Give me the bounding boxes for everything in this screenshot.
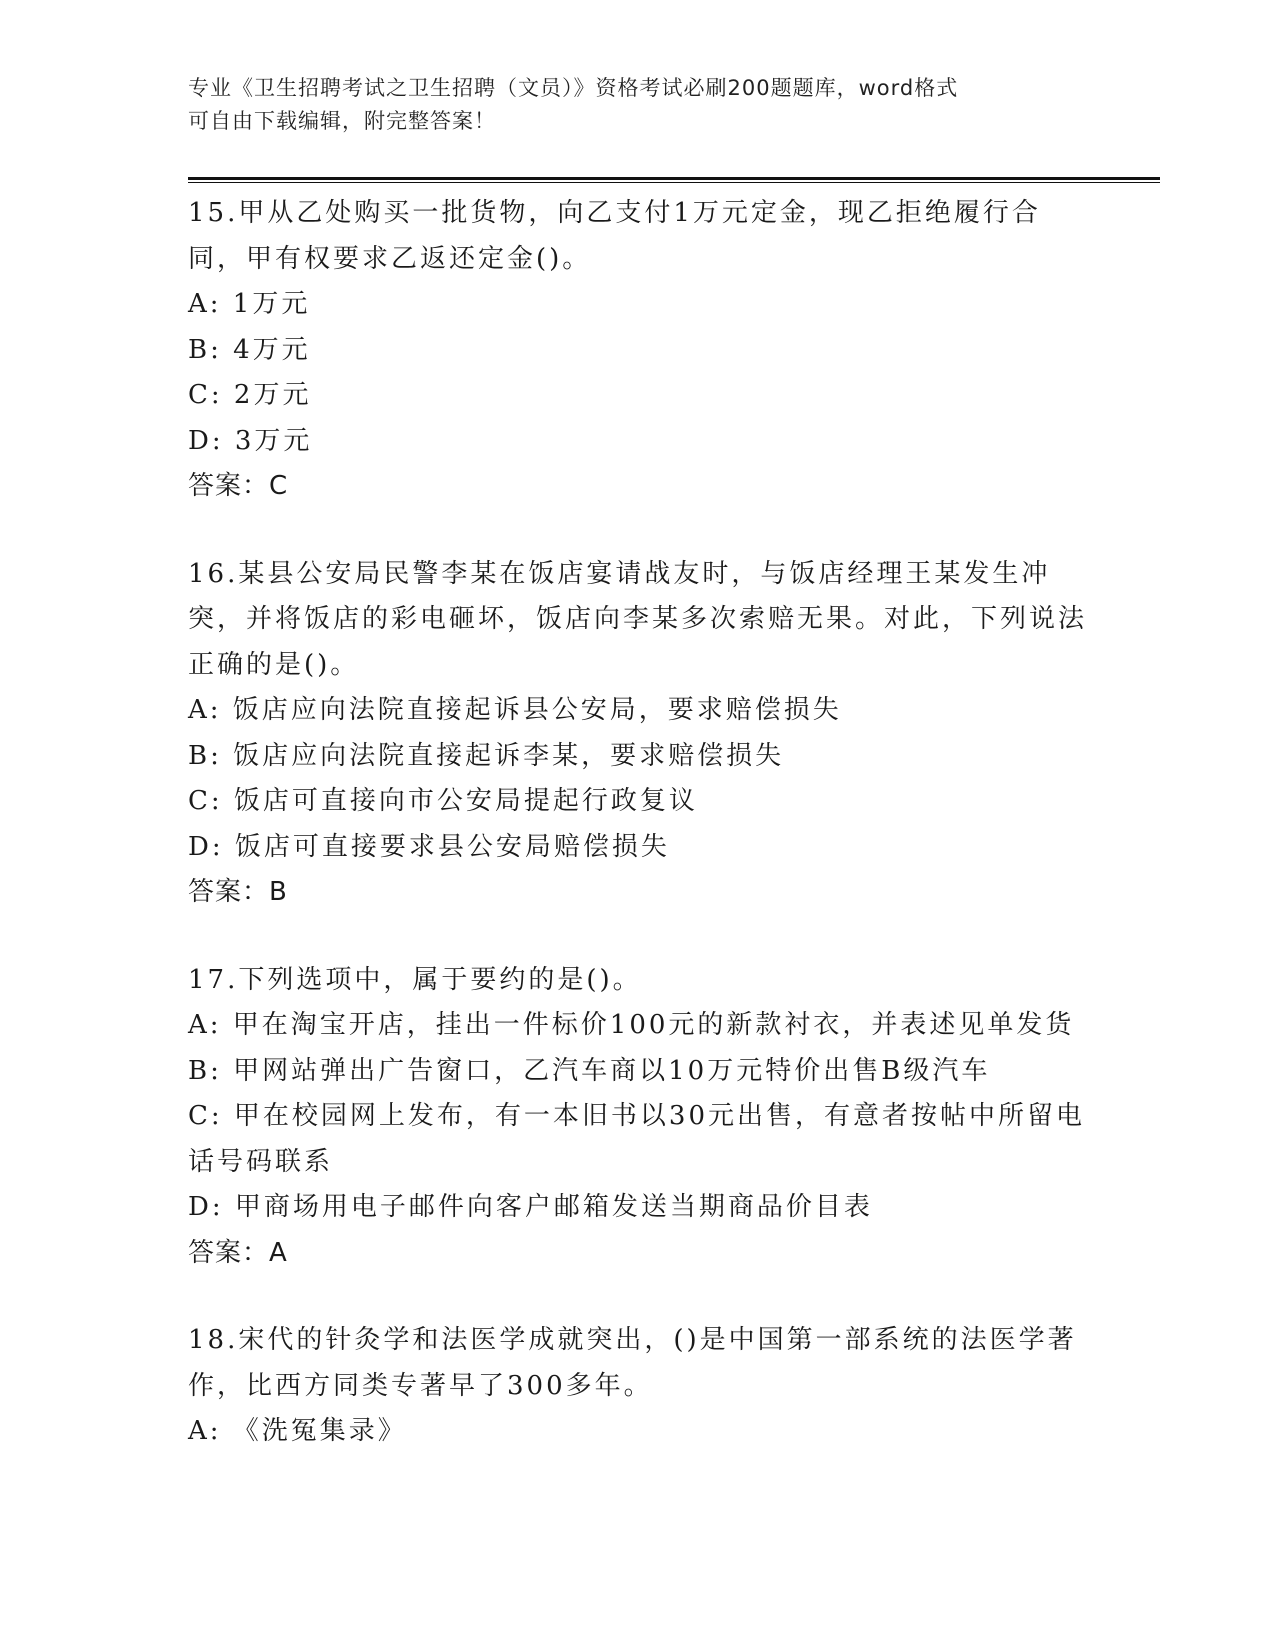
option-a: A: 《洗冤集录》 [188, 1416, 407, 1446]
option-c: C: 饭店可直接向市公安局提起行政复议 [188, 786, 698, 816]
question-16 [188, 552, 1088, 916]
option-b: B: 饭店应向法院直接起诉李某，要求赔偿损失 [188, 740, 785, 771]
option-a: A: 1万元 [188, 289, 311, 319]
question-stem: 16.某县公安局民警李某在饭店宴请战友时，与饭店经理王某发生冲突，并将饭店的彩电砸坏，饭店向李某多次索赔无果。对此，下列说法正确的是()。 [188, 558, 1088, 680]
option-a: A: 饭店应向法院直接起诉县公安局，要求赔偿损失 [188, 695, 842, 725]
option-d: D: 甲商场用电子邮件向客户邮箱发送当期商品价目表 [188, 1192, 873, 1222]
question-list [188, 191, 1088, 1455]
option-d: D: 饭店可直接要求县公安局赔偿损失 [188, 831, 670, 862]
document-header [188, 72, 1068, 138]
question-stem: 18.宋代的针灸学和法医学成就突出，()是中国第一部系统的法医学著作，比西方同类专著早了300多年。 [188, 1325, 1077, 1401]
question-15 [188, 191, 1088, 510]
answer: 答案：A [188, 1237, 288, 1268]
option-d: D: 3万元 [188, 425, 313, 456]
option-b: B: 甲网站弹出广告窗口，乙汽车商以10万元特价出售B级汽车 [188, 1055, 991, 1086]
question-18 [188, 1318, 1088, 1455]
header-line-2: 可自由下载编辑，附完整答案！ [188, 109, 496, 133]
header-divider-thin [188, 182, 1160, 183]
option-c: C: 甲在校园网上发布，有一本旧书以30元出售，有意者按帖中所留电话号码联系 [188, 1101, 1086, 1177]
question-stem: 17.下列选项中，属于要约的是()。 [188, 964, 642, 995]
option-c: C: 2万元 [188, 380, 312, 410]
answer: 答案：C [188, 471, 289, 501]
question-stem: 15.甲从乙处购买一批货物，向乙支付1万元定金，现乙拒绝履行合同，甲有权要求乙返还定金()。 [188, 198, 1041, 274]
header-line-1: 专业《卫生招聘考试之卫生招聘（文员）》资格考试必刷200题题库，word格式 [188, 76, 959, 100]
answer: 答案：B [188, 877, 288, 907]
option-b: B: 4万元 [188, 334, 311, 365]
option-a: A: 甲在淘宝开店，挂出一件标价100元的新款衬衣，并表述见单发货 [188, 1010, 1075, 1040]
question-17 [188, 958, 1088, 1277]
header-divider-thick [188, 177, 1160, 180]
